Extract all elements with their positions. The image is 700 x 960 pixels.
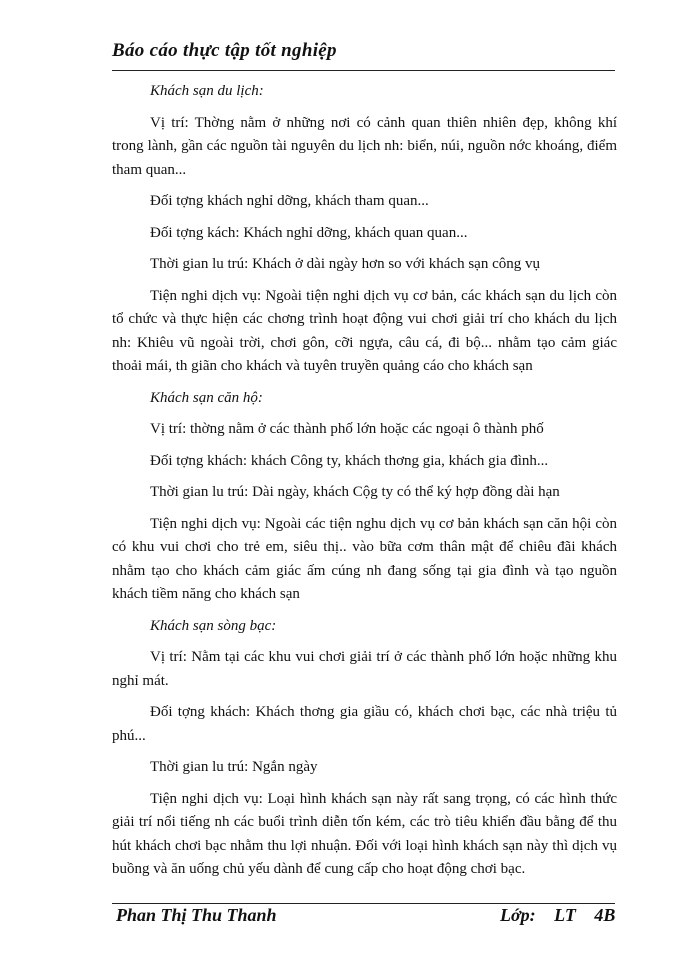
body-paragraph: Đối tợng kách: Khách nghỉ dỡng, khách quan quan... (150, 224, 468, 241)
body-paragraph: Vị trí: thờng nằm ở các thành phố lớn hoặc các ngoại ô thành phố (150, 421, 544, 437)
body-paragraph: Thời gian lu trú: Khách ở dài ngày hơn so với khách sạn công vụ (150, 256, 540, 272)
body-paragraph: Tiện nghi dịch vụ: Loại hình khách sạn này rất sang trọng, có các hình thức giải trí nổi tiếng nh các buổi trình diễn tốn kém, các trò tiêu khiển đầu bằng để thu hút khách chơi bạc nhằm thu lợi nhuận. Đối với loại hình khách sạn này thì dịch vụ buồng và ăn uống chủ yếu dành để cung cấp cho hoạt động chơi bạc. (112, 790, 617, 877)
document-body (112, 80, 617, 890)
header-divider (112, 70, 615, 71)
section-heading: Khách sạn sòng bạc: (150, 617, 277, 634)
page-header-title: Báo cáo thực tập tốt nghiệp (112, 40, 337, 61)
body-paragraph: Thời gian lu trú: Dài ngày, khách Cộg ty có thể ký hợp đồng dài hạn (150, 484, 560, 500)
section-heading: Khách sạn du lịch: (150, 83, 264, 99)
body-paragraph: Tiện nghi dịch vụ: Ngoài tiện nghi dịch vụ cơ bản, các khách sạn du lịch còn tổ chức và thực hiện các chơng trình hoạt động vui chơi giải trí cho khách du lịch nh: Khiêu vũ ngoài trời, chơi gôn, cỡi ngựa, câu cá, đi bộ... nhằm tạo cảm giác thoải mái, th giãn cho khách và tuyên truyền quảng cáo cho khách sạn (112, 287, 617, 374)
section-heading: Khách sạn căn hộ: (150, 389, 263, 406)
body-paragraph: Vị trí: Thờng nằm ở những nơi có cảnh quan thiên nhiên đẹp, không khí trong lành, gần các nguồn tài nguyên du lịch nh: biển, núi, nguồn nớc khoáng, điểm tham quan... (112, 114, 617, 178)
footer-class: Lớp: LT 4B (500, 905, 616, 925)
footer-divider (112, 903, 615, 904)
body-paragraph: Vị trí: Nằm tại các khu vui chơi giải trí ở các thành phố lớn hoặc những khu nghỉ mát. (112, 649, 617, 689)
body-paragraph: Đối tợng khách: khách Công ty, khách thơng gia, khách gia đình... (150, 452, 549, 469)
body-paragraph: Thời gian lu trú: Ngắn ngày (150, 759, 318, 775)
body-paragraph: Đối tợng khách: Khách thơng gia giầu có, khách chơi bạc, các nhà triệu tủ phú... (112, 704, 617, 744)
body-paragraph: Tiện nghi dịch vụ: Ngoài các tiện nghu dịch vụ cơ bản khách sạn căn hội còn có khu vui chơi cho trẻ em, siêu thị.. vào bữa cơm thân mật để chiêu đãi khách nhằm tạo cho khách cảm giác ấm cúng nh đang sống tại gia đình và tạo nguồn khách tiềm năng cho khách sạn (112, 515, 617, 602)
footer-author: Phan Thị Thu Thanh (116, 905, 277, 925)
body-paragraph: Đối tợng khách nghỉ dỡng, khách tham quan... (150, 193, 429, 209)
